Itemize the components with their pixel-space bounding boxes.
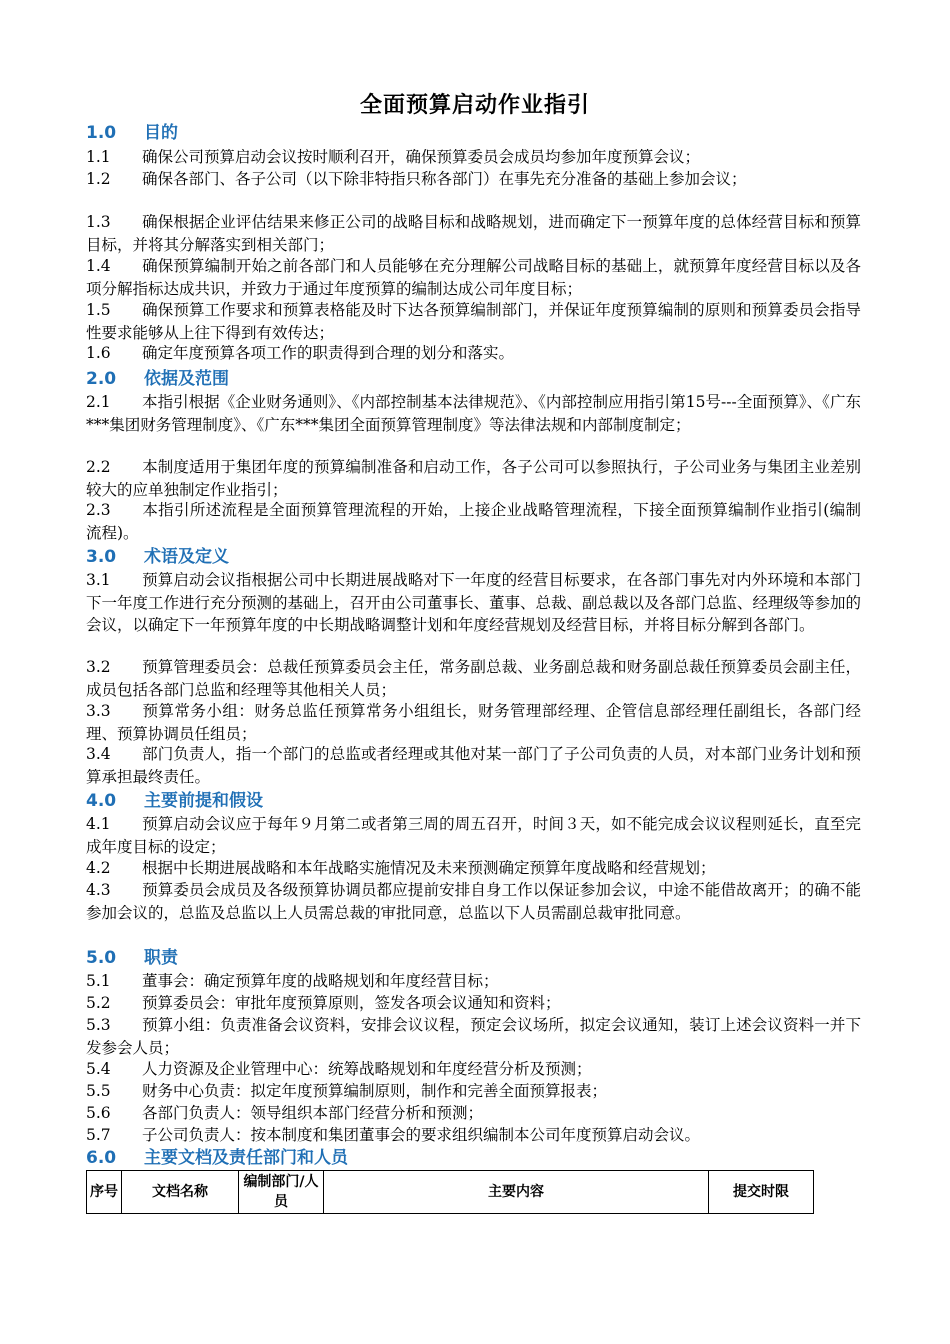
paragraph-3-2 (86, 656, 861, 701)
item-number: 3.1 (86, 571, 111, 589)
item-number: 4.2 (86, 859, 111, 877)
paragraph-3-1 (86, 569, 861, 637)
paragraph-3-4 (86, 743, 861, 788)
paragraph-5-6 (86, 1102, 861, 1125)
section-number: 4.0 (86, 791, 117, 811)
section-heading-6 (86, 1146, 348, 1170)
item-text: 确保根据企业评估结果来修正公司的战略目标和战略规划，进而确定下一预算年度的总体经营目标和预算目标，并将其分解落实到相关部门； (86, 213, 861, 254)
col-header-index: 序号 (87, 1171, 122, 1214)
page-title: 全面预算启动作业指引 (359, 93, 590, 118)
item-number: 5.1 (86, 972, 111, 990)
paragraph-1-1 (86, 146, 861, 169)
col-header-content: 主要内容 (324, 1171, 709, 1214)
section-number: 2.0 (86, 369, 117, 389)
item-number: 3.4 (86, 745, 111, 763)
item-text: 部门负责人，指一个部门的总监或者经理或其他对某一部门了子公司负责的人员，对本部门业务计划和预算承担最终责任。 (86, 745, 861, 786)
item-text: 子公司负责人：按本制度和集团董事会的要求组织编制本公司年度预算启动会议。 (142, 1126, 701, 1144)
item-text: 本制度适用于集团年度的预算编制准备和启动工作，各子公司可以参照执行，子公司业务与集团主业差别较大的应单独制定作业指引； (86, 458, 861, 499)
item-number: 4.1 (86, 815, 111, 833)
section-heading-3 (86, 545, 229, 569)
item-text: 确保各部门、各子公司（以下除非特指只称各部门）在事先充分准备的基础上参加会议； (142, 170, 747, 188)
section-title: 主要文档及责任部门和人员 (144, 1148, 348, 1168)
section-heading-4 (86, 789, 263, 813)
item-text: 预算小组：负责准备会议资料，安排会议议程，预定会议场所，拟定会议通知，装订上述会议资料一并下发参会人员； (86, 1016, 861, 1057)
item-text: 各部门负责人：领导组织本部门经营分析和预测； (142, 1104, 484, 1122)
item-number: 4.3 (86, 881, 111, 899)
paragraph-5-5 (86, 1080, 861, 1103)
item-text: 本指引根据《企业财务通则》、《内部控制基本法律规范》、《内部控制应用指引第15号---全面预算》、《广东***集团财务管理制度》、《广东***集团全面预算管理制度》等法律法规和内部制度制定； (86, 393, 861, 434)
paragraph-5-4 (86, 1058, 861, 1081)
section-title: 依据及范围 (144, 369, 229, 389)
section-number: 6.0 (86, 1148, 117, 1168)
item-number: 2.1 (86, 393, 111, 411)
item-text: 预算启动会议应于每年９月第二或者第三周的周五召开，时间３天，如不能完成会议议程则延长，直至完成年度目标的设定； (86, 815, 861, 856)
paragraph-5-3 (86, 1014, 861, 1059)
col-header-deadline: 提交时限 (709, 1171, 814, 1214)
section-heading-2 (86, 367, 229, 391)
item-text: 确定年度预算各项工作的职责得到合理的划分和落实。 (142, 344, 515, 362)
item-number: 5.2 (86, 994, 111, 1012)
col-header-doc-name: 文档名称 (122, 1171, 239, 1214)
item-text: 预算委员会：审批年度预算原则，签发各项会议通知和资料； (142, 994, 561, 1012)
item-text: 财务中心负责：拟定年度预算编制原则，制作和完善全面预算报表； (142, 1082, 608, 1100)
item-text: 根据中长期进展战略和本年战略实施情况及未来预测确定预算年度战略和经营规划； (142, 859, 716, 877)
item-text: 预算委员会成员及各级预算协调员都应提前安排自身工作以保证参加会议，中途不能借故离开；的确不能参加会议的，总监及总监以上人员需总裁的审批同意，总监以下人员需副总裁审批同意。 (86, 881, 861, 922)
paragraph-2-2 (86, 456, 861, 501)
section-number: 5.0 (86, 948, 117, 968)
section-number: 3.0 (86, 547, 117, 567)
item-number: 5.5 (86, 1082, 111, 1100)
item-number: 1.2 (86, 170, 111, 188)
item-number: 1.1 (86, 148, 111, 166)
paragraph-5-1 (86, 970, 861, 993)
paragraph-1-4 (86, 255, 861, 300)
item-number: 1.6 (86, 344, 111, 362)
paragraph-1-3 (86, 211, 861, 256)
paragraph-4-1 (86, 813, 861, 858)
item-text: 确保预算工作要求和预算表格能及时下达各预算编制部门，并保证年度预算编制的原则和预算委员会指导性要求能够从上往下得到有效传达； (86, 301, 861, 342)
section-title: 职责 (144, 948, 178, 968)
item-number: 5.7 (86, 1126, 111, 1144)
paragraph-5-7 (86, 1124, 861, 1147)
section-number: 1.0 (86, 123, 117, 143)
item-text: 确保公司预算启动会议按时顺利召开，确保预算委员会成员均参加年度预算会议； (142, 148, 701, 166)
item-number: 1.3 (86, 213, 111, 231)
section-heading-5 (86, 946, 178, 970)
paragraph-5-2 (86, 992, 861, 1015)
item-number: 5.3 (86, 1016, 111, 1034)
paragraph-1-2 (86, 168, 861, 191)
table-header-row (87, 1171, 814, 1214)
item-text: 本指引所述流程是全面预算管理流程的开始，上接企业战略管理流程，下接全面预算编制作业指引(编制流程)。 (86, 501, 861, 542)
item-text: 预算启动会议指根据公司中长期进展战略对下一年度的经营目标要求，在各部门事先对内外环境和本部门下一年度工作进行充分预测的基础上，召开由公司董事长、董事、总裁、副总裁以及各部门总监、经理级等参加的会议，以确定下一年预算年度的中长期战略调整计划和年度经营规划及经营目标，并将目标分解到各部门。 (86, 571, 862, 634)
item-number: 1.4 (86, 257, 111, 275)
section-title: 主要前提和假设 (144, 791, 263, 811)
section-heading-1 (86, 121, 178, 145)
item-number: 5.4 (86, 1060, 111, 1078)
col-header-dept: 编制部门/人员 (239, 1171, 324, 1214)
item-number: 3.2 (86, 658, 111, 676)
item-text: 预算常务小组：财务总监任预算常务小组组长，财务管理部经理、企管信息部经理任副组长，各部门经理、预算协调员任组员； (86, 702, 861, 743)
item-number: 1.5 (86, 301, 111, 319)
paragraph-4-2 (86, 857, 861, 880)
item-number: 5.6 (86, 1104, 111, 1122)
item-number: 3.3 (86, 702, 111, 720)
item-text: 预算管理委员会：总裁任预算委员会主任，常务副总裁、业务副总裁和财务副总裁任预算委员会副主任，成员包括各部门总监和经理等其他相关人员； (86, 658, 861, 699)
item-text: 人力资源及企业管理中心：统筹战略规划和年度经营分析及预测； (142, 1060, 592, 1078)
item-number: 2.3 (86, 501, 111, 519)
section-title: 目的 (144, 123, 178, 143)
paragraph-1-5 (86, 299, 861, 344)
documents-table (86, 1170, 814, 1214)
paragraph-2-1 (86, 391, 861, 436)
item-text: 确保预算编制开始之前各部门和人员能够在充分理解公司战略目标的基础上，就预算年度经营目标以及各项分解指标达成共识，并致力于通过年度预算的编制达成公司年度目标； (86, 257, 861, 298)
paragraph-1-6 (86, 342, 861, 365)
section-title: 术语及定义 (144, 547, 229, 567)
item-text: 董事会：确定预算年度的战略规划和年度经营目标； (142, 972, 499, 990)
paragraph-4-3 (86, 879, 861, 924)
paragraph-2-3 (86, 499, 861, 544)
item-number: 2.2 (86, 458, 111, 476)
paragraph-3-3 (86, 700, 861, 745)
